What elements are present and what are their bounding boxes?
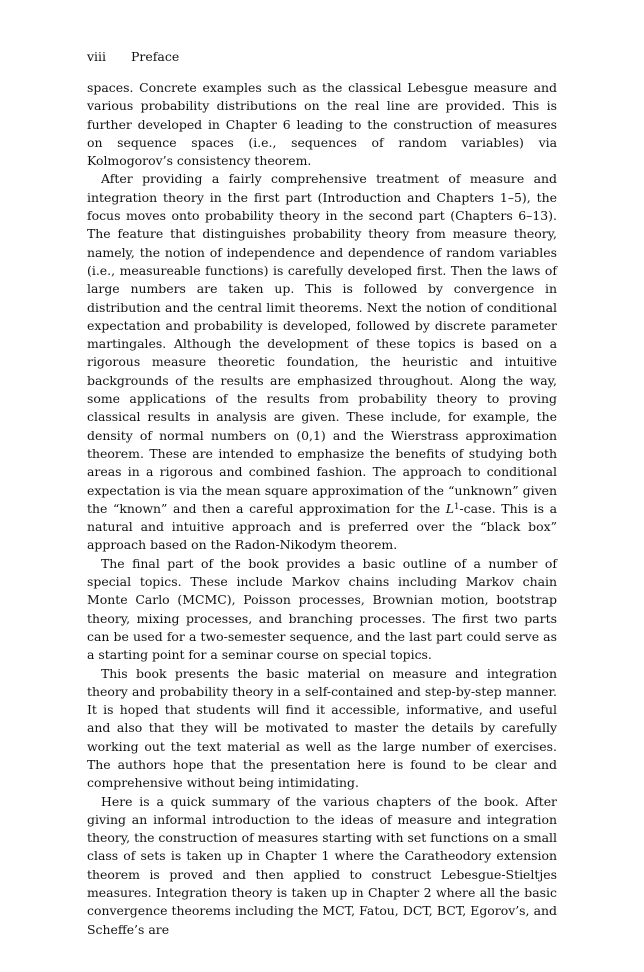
paragraph-5 xyxy=(87,793,557,939)
page-number: viii xyxy=(87,49,107,64)
paragraph-4-text: This book presents the basic material on measure and integration theory and probability theory in a self-contained and step-by-step manner. It is hoped that students will find it accessible, informative, and useful and also that they will be motivated to master the details by carefully working out the text material as well as the large number of exercises. The authors hope that the presentation here is found to be clear and comprehensive without being intimidating. xyxy=(87,665,557,791)
section-title: Preface xyxy=(131,49,180,64)
paragraph-4 xyxy=(87,665,557,793)
paragraph-5-text: Here is a quick summary of the various chapters of the book. After giving an informal introduction to the ideas of measure and integration theory, the construction of measures starting with set functions on a small class of sets is taken up in Chapter 1 where the Caratheodory extension theorem is proved and then applied to construct Lebesgue-Stieltjes measures. Integration theory is taken up in Chapter 2 where all the basic convergence theorems including the MCT, Fatou, DCT, BCT, Egorov’s, and Scheffe’s are xyxy=(87,793,557,937)
paragraph-1 xyxy=(87,79,557,170)
paragraph-1-text: spaces. Concrete examples such as the classical Lebesgue measure and various probability distributions on the real line are provided. This is further developed in Chapter 6 leading to the construction of measures on sequence spaces (i.e., sequences of random variables) via Kolmogorov’s consistency theorem. xyxy=(87,80,557,169)
paragraph-2 xyxy=(87,170,557,554)
math-l1-superscript: 1 xyxy=(453,501,460,512)
math-l1-base: L xyxy=(445,500,454,516)
paragraph-3 xyxy=(87,555,557,665)
paragraph-2-text-before: After providing a fairly comprehensive treatment of measure and integration theory in the first part (Introduction and Chapters 1–5), the focus moves onto probability theory in the second part (Chapters 6–13). The feature that distinguishes probability theory from measure theory, namely, the notion of independence and dependence of random variables (i.e., measureable functions) is carefully developed first. Then the laws of large numbers are taken up. This is followed by convergence in distribution and the central limit theorems. Next the notion of conditional expectation and probability is developed, followed by discrete parameter martingales. Although the development of these topics is based on a rigorous measure theoretic foundation, the heuristic and intuitive backgrounds of the results are emphasized throughout. Along the way, some applications of the results from probability theory to proving classical results in analysis are given. These include, for example, the density of normal numbers on (0,1) and the Wierstrass approximation theorem. These are intended to emphasize the benefits of studying both areas in a rigorous and combined fashion. The approach to conditional expectation is via the mean square approximation of the “unknown” given the “known” and then a careful approximation for the xyxy=(87,171,557,516)
paragraph-3-text: The final part of the book provides a basic outline of a number of special topics. These include Markov chains including Markov chain Monte Carlo (MCMC), Poisson processes, Brownian motion, bootstrap theory, mixing processes, and branching processes. The first two parts can be used for a two-semester sequence, and the last part could serve as a starting point for a seminar course on special topics. xyxy=(87,555,557,663)
paragraph-2-text-after: -case. This is a natural and intuitive approach and is preferred over the “black box” approach based on the Radon-Nikodym theorem. xyxy=(87,500,558,553)
running-head xyxy=(87,49,179,65)
body-text xyxy=(87,79,557,939)
